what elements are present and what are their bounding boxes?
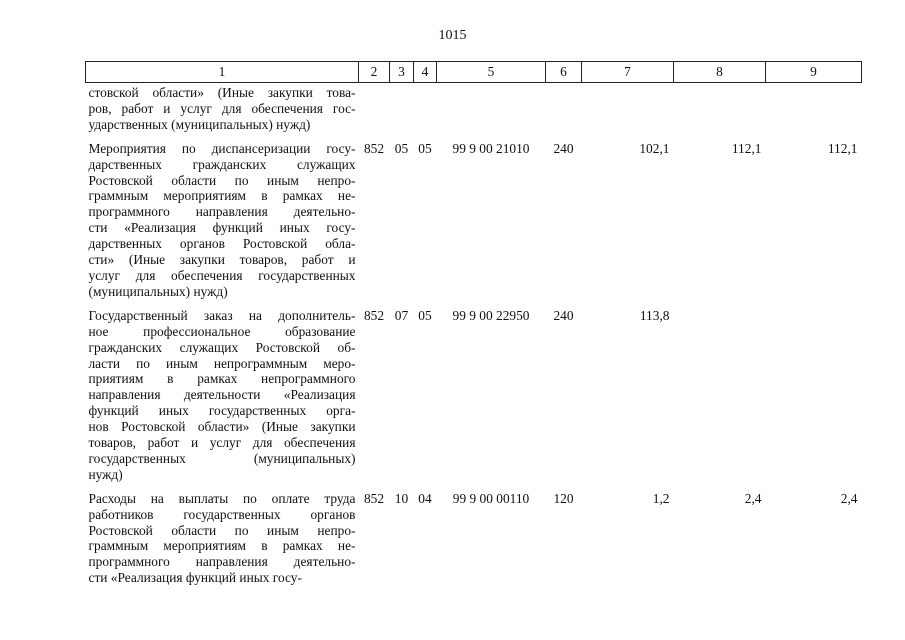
column-header: 2	[359, 62, 390, 83]
ministry-code-cell: 852	[363, 307, 385, 323]
column-header: 5	[437, 62, 546, 83]
table-row	[86, 487, 862, 590]
description-line: сти «Реализация функций иных госу-	[88, 220, 356, 236]
description-line: ров, работ и услуг для обеспечения гос-	[88, 100, 356, 116]
description-line: Расходы на выплаты по оплате труда	[88, 490, 356, 506]
header-row	[86, 62, 862, 83]
amount-cell	[766, 83, 862, 137]
subsection-code-cell	[414, 83, 437, 137]
subsection-code-cell: 05	[418, 307, 432, 323]
amount-cell	[766, 304, 862, 487]
section-code-cell: 07	[394, 307, 409, 323]
target-article-cell	[437, 83, 546, 137]
description-line: программного направления деятельно-	[88, 204, 356, 220]
target-article-cell: 99 9 00 21010	[452, 140, 530, 156]
page-number: 1015	[438, 28, 467, 43]
row-description	[86, 487, 359, 590]
amount-cell: 102,1	[639, 140, 670, 156]
table-body	[86, 83, 862, 591]
expense-type-cell	[546, 83, 582, 137]
amount-cell: 1,2	[652, 490, 670, 506]
amount-cell	[582, 83, 674, 137]
description-line: нов Ростовской области» (Иные закупки	[88, 419, 356, 435]
column-header: 8	[674, 62, 766, 83]
target-article-cell: 99 9 00 22950	[452, 307, 530, 323]
section-code-cell	[390, 83, 414, 137]
column-header: 6	[546, 62, 582, 83]
amount-cell: 2,4	[744, 490, 762, 506]
section-code-cell: 05	[394, 140, 409, 156]
description-line: Государственный заказ на дополнитель-	[88, 307, 356, 323]
description-line: дарственных органов Ростовской обла-	[88, 236, 356, 252]
description-line: Ростовской области по иным непро-	[88, 522, 356, 538]
description-line: направления деятельности «Реализация	[88, 387, 356, 403]
budget-table	[85, 61, 862, 590]
description-line: товаров, работ и услуг для обеспечения	[88, 435, 356, 451]
table-header	[86, 62, 862, 83]
amount-cell: 112,1	[731, 140, 762, 156]
description-line: гражданских служащих Ростовской об-	[88, 339, 356, 355]
table-row	[86, 137, 862, 304]
expense-type-cell: 240	[553, 140, 574, 156]
subsection-code-cell: 05	[418, 140, 432, 156]
description-line: ударственных (муниципальных) нужд)	[88, 116, 311, 132]
description-line: функций иных государственных орга-	[88, 403, 356, 419]
description-line: стовской области» (Иные закупки това-	[88, 85, 356, 100]
expense-type-cell: 240	[553, 307, 574, 323]
row-description	[86, 83, 359, 137]
description-line: дарственных гражданских служащих	[88, 156, 356, 172]
amount-cell: 112,1	[827, 140, 858, 156]
description-line: нужд)	[88, 466, 123, 482]
ministry-code-cell	[359, 83, 390, 137]
ministry-code-cell: 852	[363, 140, 385, 156]
column-header: 4	[414, 62, 437, 83]
description-line: приятиям в рамках непрограммного	[88, 371, 356, 387]
description-line: граммным мероприятиям в рамках не-	[88, 538, 356, 554]
column-header: 3	[390, 62, 414, 83]
description-line: граммным мероприятиям в рамках не-	[88, 188, 356, 204]
target-article-cell: 99 9 00 00110	[452, 490, 530, 506]
column-header: 7	[582, 62, 674, 83]
table-row	[86, 304, 862, 487]
description-line: сти «Реализация функций иных госу-	[88, 570, 302, 586]
expense-type-cell: 120	[553, 490, 574, 506]
table-row	[86, 83, 862, 137]
description-line: ласти по иным непрограммным меро-	[88, 355, 356, 371]
description-line: государственных (муниципальных)	[88, 450, 356, 466]
description-line: (муниципальных) нужд)	[88, 283, 228, 299]
amount-cell: 113,8	[639, 307, 670, 323]
description-line: ное профессиональное образование	[88, 323, 356, 339]
description-line: услуг для обеспечения государственных	[88, 267, 356, 283]
row-description	[86, 137, 359, 304]
row-description	[86, 304, 359, 487]
description-line: Мероприятия по диспансеризации госу-	[88, 140, 356, 156]
amount-cell	[674, 304, 766, 487]
section-code-cell: 10	[394, 490, 409, 506]
column-header: 1	[86, 62, 359, 83]
subsection-code-cell: 04	[418, 490, 432, 506]
column-header: 9	[766, 62, 862, 83]
description-line: работников государственных органов	[88, 506, 356, 522]
description-line: программного направления деятельно-	[88, 554, 356, 570]
amount-cell	[674, 83, 766, 137]
description-line: сти» (Иные закупки товаров, работ и	[88, 252, 356, 268]
ministry-code-cell: 852	[363, 490, 385, 506]
amount-cell: 2,4	[840, 490, 858, 506]
description-line: Ростовской области по иным непро-	[88, 172, 356, 188]
